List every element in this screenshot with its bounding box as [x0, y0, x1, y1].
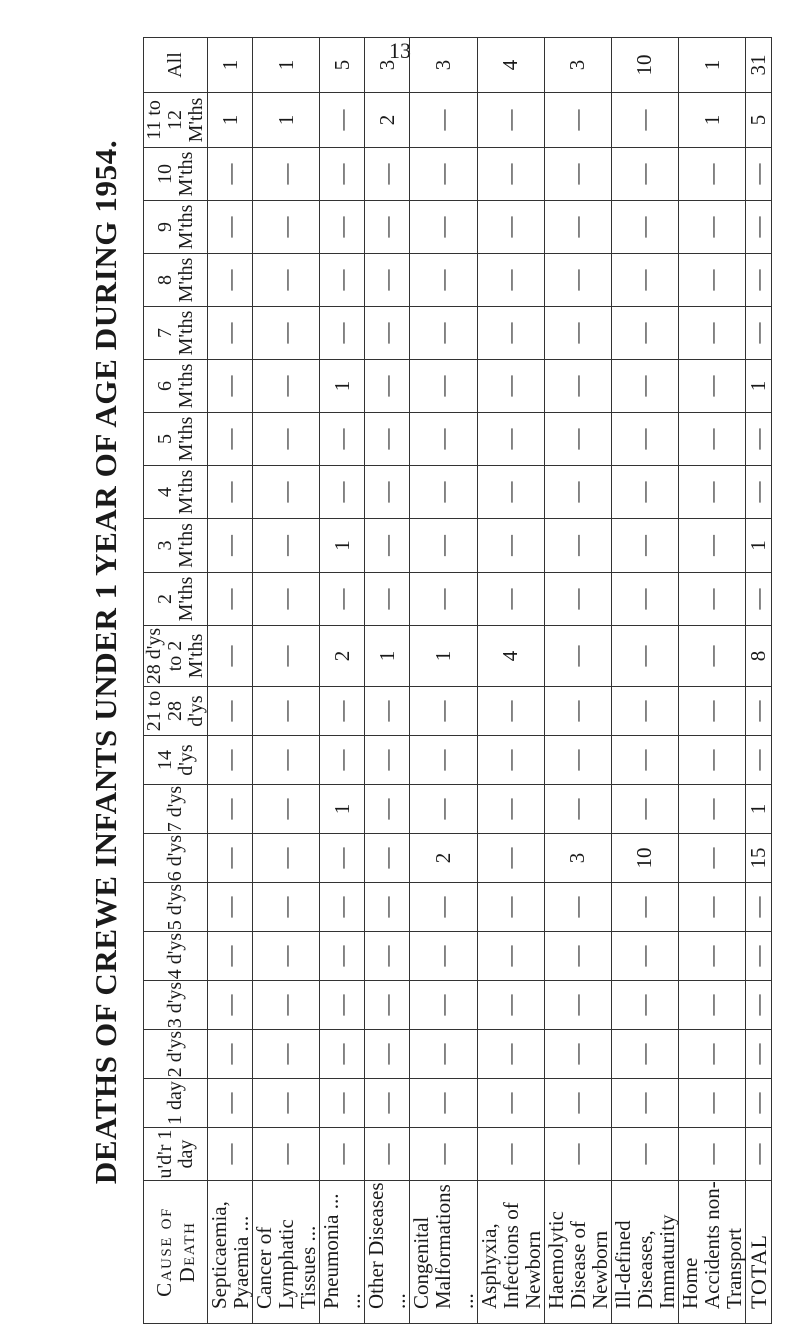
value-cell: — [746, 687, 772, 736]
value-cell: — [208, 201, 253, 254]
column-header-20: 10 M'ths [144, 148, 208, 201]
value-cell: — [678, 883, 745, 932]
column-header-12: 2 M'ths [144, 573, 208, 626]
value-cell: — [611, 360, 678, 413]
value-cell: — [678, 785, 745, 834]
value-cell: 1 [678, 93, 745, 148]
value-cell: — [477, 254, 544, 307]
value-cell: — [477, 201, 544, 254]
value-cell: — [477, 360, 544, 413]
value-cell: — [477, 93, 544, 148]
column-header-9: 14 d'ys [144, 736, 208, 785]
value-cell: — [365, 1030, 410, 1079]
value-cell: — [320, 736, 365, 785]
value-cell: — [678, 573, 745, 626]
value-cell: 3 [365, 38, 410, 93]
value-cell: — [410, 519, 477, 573]
value-cell: — [365, 307, 410, 360]
value-cell: — [253, 360, 320, 413]
value-cell: — [611, 93, 678, 148]
value-cell: — [410, 1128, 477, 1181]
value-cell: — [544, 360, 611, 413]
table-row [611, 38, 678, 1324]
value-cell: — [678, 626, 745, 687]
value-cell: — [208, 466, 253, 519]
value-cell: — [410, 1030, 477, 1079]
value-cell: — [253, 834, 320, 883]
value-cell: — [678, 519, 745, 573]
value-cell: — [208, 736, 253, 785]
value-cell: — [544, 785, 611, 834]
value-cell: 1 [410, 626, 477, 687]
value-cell: — [544, 93, 611, 148]
cause-cell: Home Accidents non-Transport [678, 1181, 745, 1324]
value-cell: — [678, 736, 745, 785]
value-cell: — [410, 981, 477, 1030]
value-cell: — [208, 1030, 253, 1079]
table-row [410, 38, 477, 1324]
value-cell: — [208, 883, 253, 932]
value-cell: — [746, 573, 772, 626]
value-cell: — [320, 932, 365, 981]
column-header-7: 6 d'ys [144, 834, 208, 883]
value-cell: — [746, 413, 772, 466]
value-cell: — [544, 883, 611, 932]
value-cell: — [253, 254, 320, 307]
value-cell: — [253, 981, 320, 1030]
value-cell: 31 [746, 38, 772, 93]
value-cell: 5 [746, 93, 772, 148]
value-cell: — [544, 932, 611, 981]
value-cell: — [410, 785, 477, 834]
table-row [253, 38, 320, 1324]
value-cell: — [611, 413, 678, 466]
value-cell: — [746, 981, 772, 1030]
value-cell: — [365, 254, 410, 307]
cause-cell: Other Diseases ... [365, 1181, 410, 1324]
value-cell: — [544, 626, 611, 687]
table-row [477, 38, 544, 1324]
value-cell: — [678, 360, 745, 413]
value-cell: 1 [320, 360, 365, 413]
value-cell: — [678, 201, 745, 254]
column-header-19: 9 M'ths [144, 201, 208, 254]
column-header-10: 21 to 28 d'ys [144, 687, 208, 736]
value-cell: — [544, 1030, 611, 1079]
column-header-11: 28 d'ys to 2 M'ths [144, 626, 208, 687]
value-cell: — [365, 736, 410, 785]
value-cell: — [410, 254, 477, 307]
value-cell: — [477, 834, 544, 883]
table-row [544, 38, 611, 1324]
value-cell: — [544, 736, 611, 785]
page-title: DEATHS OF CREWE INFANTS UNDER 1 YEAR OF AGE DURING 1954. [88, 139, 123, 1185]
value-cell: — [365, 413, 410, 466]
cause-cell: Ill-defined Diseases, Immaturity [611, 1181, 678, 1324]
value-cell: — [320, 1128, 365, 1181]
value-cell: — [477, 1030, 544, 1079]
value-cell: 10 [611, 38, 678, 93]
cause-cell: Pneumonia ... ... [320, 1181, 365, 1324]
value-cell: — [477, 932, 544, 981]
value-cell: — [410, 360, 477, 413]
value-cell: — [365, 981, 410, 1030]
value-cell: — [746, 1030, 772, 1079]
value-cell: — [208, 626, 253, 687]
value-cell: 2 [365, 93, 410, 148]
value-cell: — [477, 981, 544, 1030]
value-cell: — [410, 883, 477, 932]
column-header-2: 1 day [144, 1079, 208, 1128]
table-row [208, 38, 253, 1324]
header-row [144, 38, 208, 1324]
value-cell: — [208, 1128, 253, 1181]
column-header-cause: Cause of Death [144, 1181, 208, 1324]
value-cell: — [544, 519, 611, 573]
value-cell: — [365, 785, 410, 834]
column-header-16: 6 M'ths [144, 360, 208, 413]
column-header-8: 7 d'ys [144, 785, 208, 834]
value-cell: — [611, 466, 678, 519]
value-cell: — [320, 687, 365, 736]
value-cell: — [611, 573, 678, 626]
value-cell: — [544, 981, 611, 1030]
value-cell: — [678, 1128, 745, 1181]
value-cell: 10 [611, 834, 678, 883]
value-cell: — [410, 736, 477, 785]
value-cell: — [253, 466, 320, 519]
column-header-6: 5 d'ys [144, 883, 208, 932]
column-header-3: 2 d'ys [144, 1030, 208, 1079]
value-cell: — [365, 519, 410, 573]
value-cell: — [365, 1128, 410, 1181]
column-header-22: All [144, 38, 208, 93]
value-cell: — [410, 201, 477, 254]
value-cell: — [410, 148, 477, 201]
value-cell: — [544, 254, 611, 307]
value-cell: — [678, 1079, 745, 1128]
value-cell: — [477, 736, 544, 785]
value-cell: — [208, 573, 253, 626]
value-cell: 1 [208, 93, 253, 148]
column-header-14: 4 M'ths [144, 466, 208, 519]
value-cell: 8 [746, 626, 772, 687]
value-cell: — [477, 148, 544, 201]
value-cell: — [477, 573, 544, 626]
value-cell: — [208, 519, 253, 573]
value-cell: — [477, 466, 544, 519]
column-header-1: u'd'r 1 day [144, 1128, 208, 1181]
value-cell: — [477, 307, 544, 360]
cause-cell: Haemolytic Disease of Newborn [544, 1181, 611, 1324]
cause-cell: Asphyxia, Infections of Newborn [477, 1181, 544, 1324]
value-cell: — [611, 148, 678, 201]
value-cell: 1 [253, 93, 320, 148]
cause-cell: Cancer of Lymphatic Tissues ... [253, 1181, 320, 1324]
value-cell: — [253, 573, 320, 626]
value-cell: — [320, 254, 365, 307]
value-cell: — [611, 785, 678, 834]
value-cell: — [746, 201, 772, 254]
table-row [678, 38, 745, 1324]
value-cell: — [477, 785, 544, 834]
value-cell: — [678, 687, 745, 736]
value-cell: — [320, 573, 365, 626]
value-cell: — [544, 201, 611, 254]
value-cell: — [746, 932, 772, 981]
value-cell: — [365, 932, 410, 981]
cause-cell: Congenital Malformations ... [410, 1181, 477, 1324]
value-cell: — [253, 1079, 320, 1128]
mortality-table-container [143, 52, 772, 1324]
value-cell: — [208, 932, 253, 981]
value-cell: — [611, 883, 678, 932]
value-cell: — [253, 519, 320, 573]
value-cell: 1 [208, 38, 253, 93]
value-cell: — [253, 883, 320, 932]
value-cell: — [611, 1128, 678, 1181]
value-cell: — [611, 519, 678, 573]
value-cell: — [678, 148, 745, 201]
value-cell: — [253, 307, 320, 360]
value-cell: — [365, 687, 410, 736]
value-cell: 3 [544, 834, 611, 883]
value-cell: — [746, 883, 772, 932]
value-cell: 15 [746, 834, 772, 883]
column-header-5: 4 d'ys [144, 932, 208, 981]
value-cell: — [208, 360, 253, 413]
value-cell: — [320, 1079, 365, 1128]
value-cell: — [544, 687, 611, 736]
value-cell: — [208, 834, 253, 883]
value-cell: — [611, 981, 678, 1030]
total-row [746, 38, 772, 1324]
value-cell: — [746, 1079, 772, 1128]
value-cell: — [365, 360, 410, 413]
value-cell: — [208, 1079, 253, 1128]
column-header-4: 3 d'ys [144, 981, 208, 1030]
value-cell: — [544, 573, 611, 626]
table-row [365, 38, 410, 1324]
value-cell: 2 [410, 834, 477, 883]
value-cell: — [746, 466, 772, 519]
value-cell: — [253, 785, 320, 834]
value-cell: — [678, 981, 745, 1030]
value-cell: — [746, 148, 772, 201]
value-cell: — [678, 834, 745, 883]
value-cell: 3 [544, 38, 611, 93]
value-cell: — [746, 307, 772, 360]
value-cell: — [477, 519, 544, 573]
mortality-table [143, 37, 772, 1324]
table-row [320, 38, 365, 1324]
cause-cell: Septicaemia, Pyaemia ... [208, 1181, 253, 1324]
value-cell: — [253, 148, 320, 201]
value-cell: 4 [477, 626, 544, 687]
value-cell: — [746, 736, 772, 785]
value-cell: — [253, 413, 320, 466]
value-cell: — [365, 834, 410, 883]
value-cell: — [320, 834, 365, 883]
value-cell: — [611, 736, 678, 785]
value-cell: — [477, 687, 544, 736]
value-cell: — [544, 1128, 611, 1181]
column-header-15: 5 M'ths [144, 413, 208, 466]
value-cell: — [365, 573, 410, 626]
value-cell: — [678, 413, 745, 466]
value-cell: — [746, 254, 772, 307]
value-cell: — [410, 573, 477, 626]
value-cell: — [320, 1030, 365, 1079]
value-cell: 3 [410, 38, 477, 93]
value-cell: — [320, 981, 365, 1030]
value-cell: — [208, 254, 253, 307]
value-cell: — [208, 687, 253, 736]
value-cell: — [320, 93, 365, 148]
value-cell: — [320, 307, 365, 360]
value-cell: — [208, 413, 253, 466]
value-cell: — [678, 466, 745, 519]
value-cell: — [611, 1030, 678, 1079]
value-cell: — [253, 736, 320, 785]
value-cell: — [611, 687, 678, 736]
value-cell: — [544, 1079, 611, 1128]
value-cell: — [477, 413, 544, 466]
value-cell: — [208, 981, 253, 1030]
value-cell: 1 [253, 38, 320, 93]
value-cell: — [611, 254, 678, 307]
value-cell: 1 [746, 785, 772, 834]
value-cell: — [410, 413, 477, 466]
value-cell: — [410, 93, 477, 148]
value-cell: — [477, 1128, 544, 1181]
value-cell: — [253, 626, 320, 687]
value-cell: — [253, 1128, 320, 1181]
value-cell: — [678, 1030, 745, 1079]
value-cell: — [208, 307, 253, 360]
value-cell: — [477, 1079, 544, 1128]
value-cell: — [611, 932, 678, 981]
value-cell: 2 [320, 626, 365, 687]
column-header-17: 7 M'ths [144, 307, 208, 360]
value-cell: — [365, 883, 410, 932]
value-cell: 1 [746, 360, 772, 413]
value-cell: 1 [678, 38, 745, 93]
value-cell: — [611, 626, 678, 687]
value-cell: — [611, 307, 678, 360]
value-cell: — [678, 307, 745, 360]
value-cell: — [746, 1128, 772, 1181]
value-cell: — [678, 932, 745, 981]
value-cell: — [544, 307, 611, 360]
value-cell: — [320, 466, 365, 519]
value-cell: 1 [320, 519, 365, 573]
value-cell: — [208, 148, 253, 201]
column-header-18: 8 M'ths [144, 254, 208, 307]
value-cell: — [611, 201, 678, 254]
value-cell: — [253, 932, 320, 981]
value-cell: — [320, 201, 365, 254]
value-cell: — [611, 1079, 678, 1128]
value-cell: 1 [365, 626, 410, 687]
cause-cell: TOTAL [746, 1181, 772, 1324]
value-cell: — [678, 254, 745, 307]
page-number: 13 [389, 38, 411, 63]
value-cell: 1 [746, 519, 772, 573]
value-cell: 1 [320, 785, 365, 834]
value-cell: — [477, 883, 544, 932]
value-cell: — [365, 466, 410, 519]
value-cell: — [410, 687, 477, 736]
value-cell: — [253, 201, 320, 254]
value-cell: — [365, 201, 410, 254]
value-cell: — [544, 148, 611, 201]
value-cell: — [253, 1030, 320, 1079]
value-cell: — [320, 413, 365, 466]
value-cell: — [410, 466, 477, 519]
value-cell: — [365, 1079, 410, 1128]
value-cell: — [320, 148, 365, 201]
column-header-21: 11 to 12 M'ths [144, 93, 208, 148]
value-cell: — [410, 932, 477, 981]
value-cell: — [410, 1079, 477, 1128]
value-cell: — [253, 687, 320, 736]
value-cell: — [208, 785, 253, 834]
value-cell: — [410, 307, 477, 360]
value-cell: 4 [477, 38, 544, 93]
value-cell: — [365, 148, 410, 201]
value-cell: 5 [320, 38, 365, 93]
value-cell: — [320, 883, 365, 932]
column-header-13: 3 M'ths [144, 519, 208, 573]
value-cell: — [544, 413, 611, 466]
value-cell: — [544, 466, 611, 519]
